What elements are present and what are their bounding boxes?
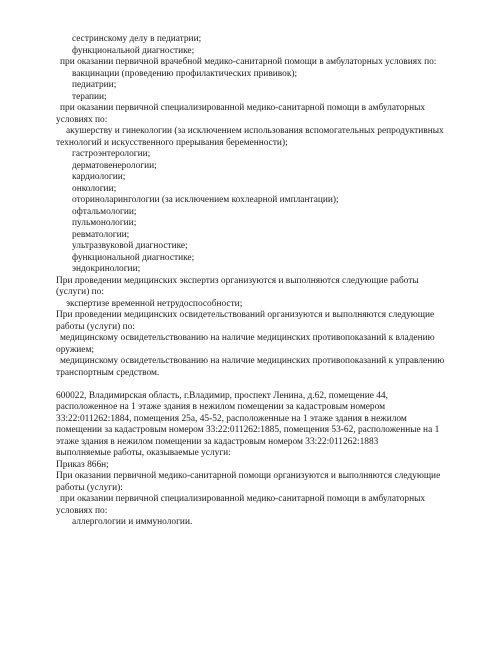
text-line: ультразвуковой диагностике; (72, 241, 188, 251)
text-line: аллергологии и иммунологии. (72, 517, 193, 527)
text-line: при оказании первичной специализированной медико-санитарной помощи в амбулаторных (60, 103, 426, 113)
text-line: При оказании первичной медико-санитарной помощи организуются и выполняются следующие (56, 471, 441, 481)
text-line: экспертизе временной нетрудоспособности; (66, 298, 243, 309)
document-page (56, 34, 468, 529)
text-line: медицинскому освидетельствованию на наличие медицинских противопоказаний к управлению (60, 356, 445, 366)
text-line: этаже здания в нежилом помещении за кадастровым номером 33:22:011262:1883 (56, 436, 379, 447)
text-line: педиатрии; (72, 80, 117, 90)
text-line: 33:22:011262:1884, помещения 25а, 45-52, расположенные на 1 этаже здания в нежилом (56, 413, 407, 424)
text-line: условиях по: (56, 505, 108, 516)
text-line: помещении за кадастровым номером 33:22:011262:1885, помещения 53-62, расположенные на 1 (56, 425, 440, 435)
text-line: кардиологии; (72, 172, 126, 182)
text-line: функциональной диагностике; (72, 45, 195, 56)
text-line: онкологии; (72, 183, 117, 194)
text-line: расположенное на 1 этаже здания в нежилом помещении за кадастровым номером (56, 402, 386, 412)
text-line: эндокринологии; (72, 264, 141, 274)
text-line: пульмонологии; (72, 218, 137, 228)
text-line: сестринскому делу в педиатрии; (72, 34, 202, 44)
text-line: терапии; (72, 91, 107, 102)
text-line: акушерству и гинекологии (за исключением использования вспомогательных репродуктивных (66, 126, 444, 136)
text-line: оружием; (56, 344, 95, 355)
text-line: условиях по: (56, 114, 108, 125)
text-line: (услуги) по: (56, 287, 104, 297)
text-line: вакцинации (проведению профилактических прививок); (72, 68, 298, 79)
paragraph-gap (56, 379, 468, 391)
text-line: транспортным средством. (56, 367, 160, 378)
text-line: дерматовенерологии; (72, 160, 157, 171)
text-line: офтальмологии; (72, 206, 137, 217)
text-line: работы (услуги) по: (56, 321, 135, 332)
text-line: при оказании первичной специализированной медико-санитарной помощи в амбулаторных (60, 494, 426, 504)
text-line: выполняемые работы, оказываемые услуги: (56, 448, 231, 458)
text-line: гастроэнтерологии; (72, 149, 151, 159)
text-line: при оказании первичной врачебной медико-санитарной помощи в амбулаторных условиях по: (60, 57, 437, 67)
text-line: функциональной диагностике; (72, 252, 195, 263)
text-line: При проведении медицинских экспертиз организуются и выполняются следующие работы (56, 275, 419, 286)
text-line: При проведении медицинских освидетельствований организуются и выполняются следующие (56, 310, 435, 320)
text-line: 600022, Владимирская область, г.Владимир, проспект Ленина, д.62, помещение 44, (56, 390, 388, 401)
text-line: оториноларингологии (за исключением кохлеарной имплантации); (72, 195, 339, 205)
text-line: медицинскому освидетельствованию на наличие медицинских противопоказаний к владению (60, 333, 435, 343)
text-line: Приказ 866н; (56, 459, 109, 470)
text-line: ревматологии; (72, 229, 130, 240)
text-line: технологий и искусственного прерывания беременности); (56, 137, 288, 148)
text-line: работы (услуги): (56, 482, 123, 493)
